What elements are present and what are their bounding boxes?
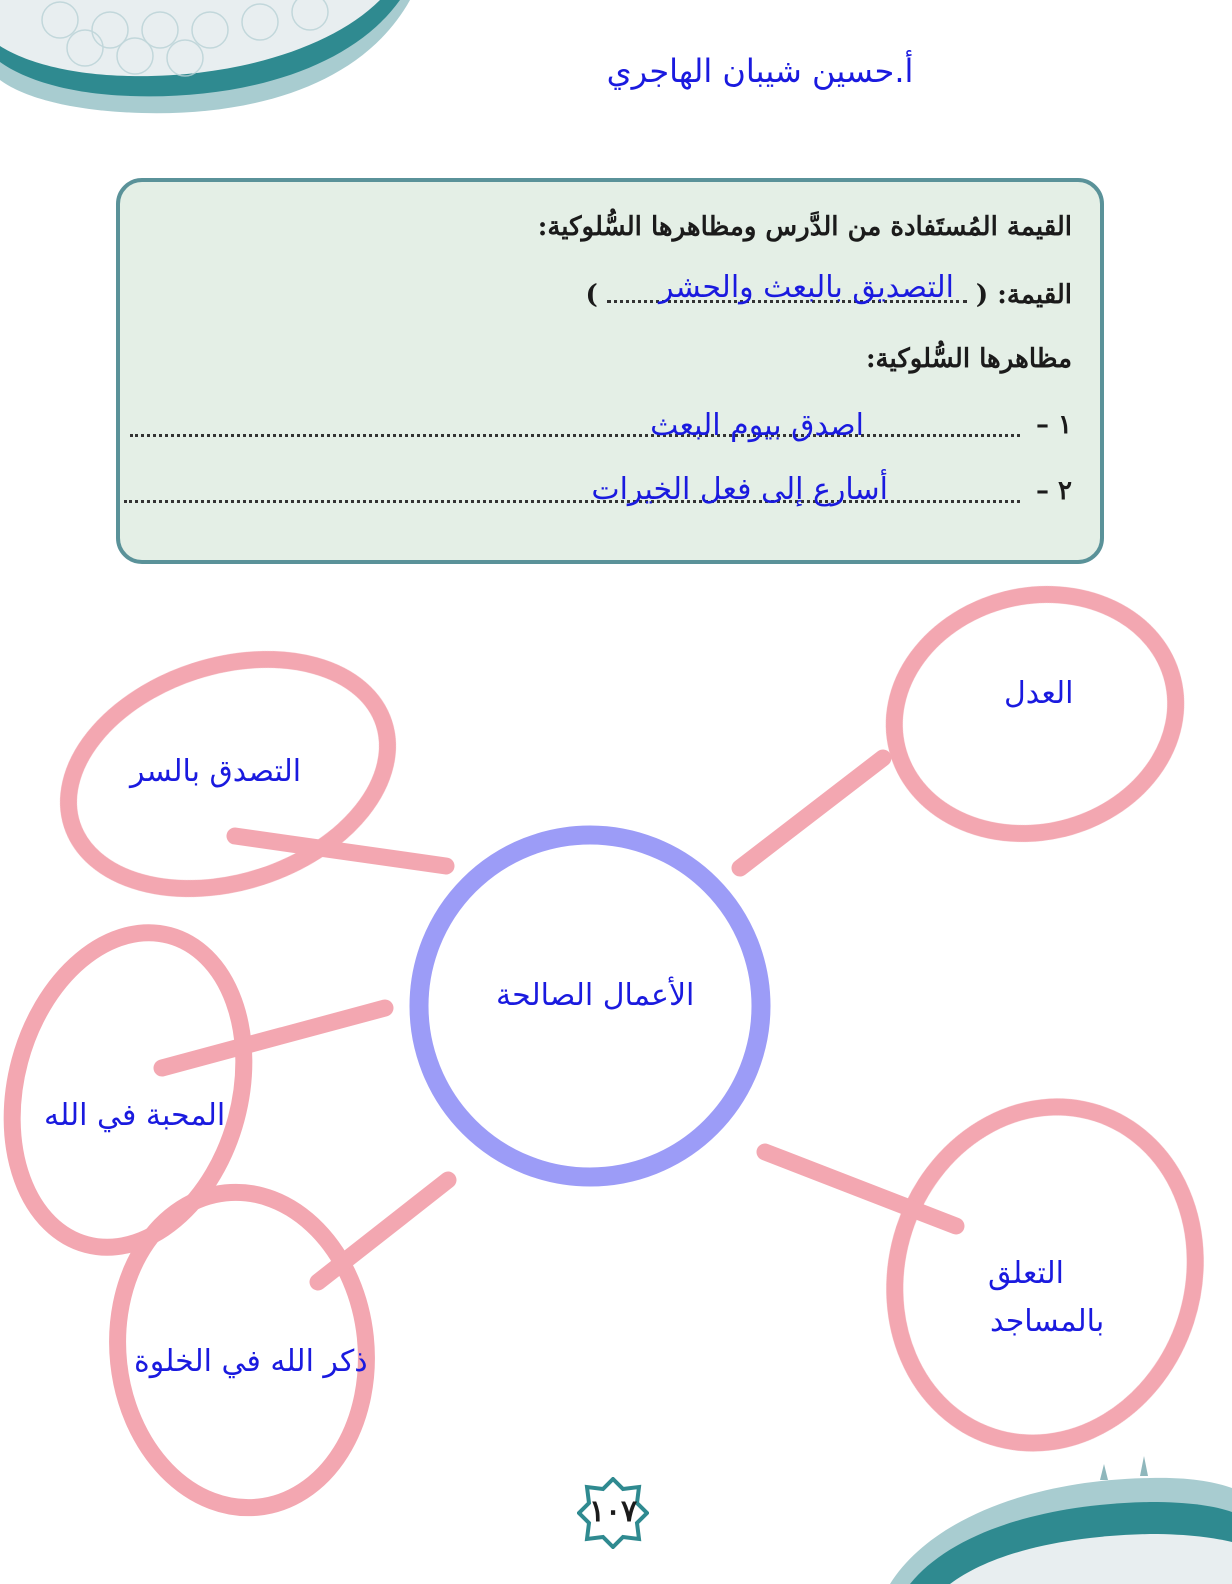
- box-heading: القيمة المُستَفادة من الدَّرس ومظاهرها السُّلوكية:: [537, 212, 1072, 242]
- node-label-mosques-line2: بالمساجد: [990, 1304, 1105, 1339]
- node-ellipse-justice: [869, 565, 1202, 863]
- item-2-answer: أسارع إلى فعل الخيرات: [591, 472, 888, 507]
- connector-dhikr: [318, 1180, 448, 1282]
- node-label-mosques-line1: التعلق: [988, 1256, 1064, 1291]
- value-answer: التصديق بالبعث والحشر: [659, 270, 954, 305]
- connector-justice: [740, 758, 883, 868]
- connector-love-in-allah: [162, 1008, 385, 1068]
- node-label-dhikr: ذكر الله في الخلوة: [134, 1344, 368, 1379]
- node-label-love-in-allah: المحبة في الله: [44, 1098, 226, 1133]
- item-number: ٢ –: [1035, 476, 1072, 506]
- item-number: ١ –: [1035, 410, 1072, 440]
- node-label-secret-charity: التصدق بالسر: [130, 754, 302, 789]
- value-label: القيمة: (: [975, 280, 1072, 310]
- center-label: الأعمال الصالحة: [496, 978, 695, 1013]
- item-1-answer: اصدق بيوم البعث: [650, 408, 864, 443]
- node-ellipse-love-in-allah: [0, 906, 278, 1273]
- page-number: ١٠٧: [588, 1494, 638, 1529]
- behaviors-heading: مظاهرها السُّلوكية:: [865, 344, 1072, 374]
- value-close-paren: ): [585, 280, 598, 310]
- author-name: أ.حسين شيبان الهاجري: [606, 52, 914, 90]
- node-label-justice: العدل: [1004, 676, 1074, 711]
